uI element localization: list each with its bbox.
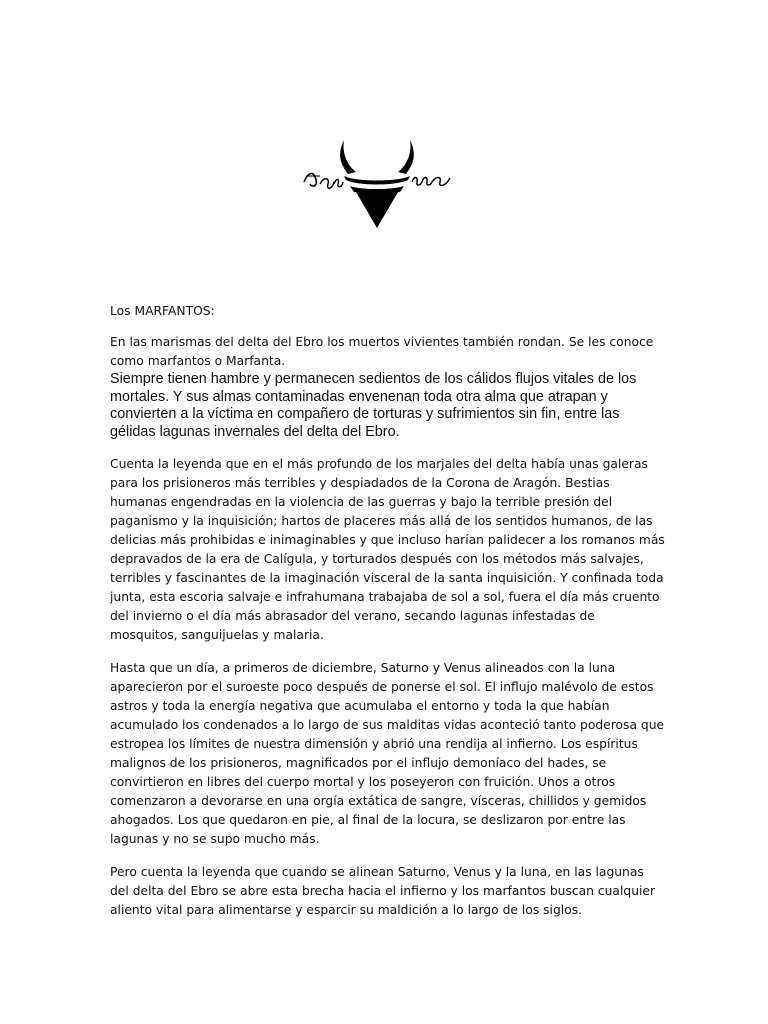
paragraph-alignment: Hasta que un día, a primeros de diciembre, Saturno y Venus alineados con la luna aparecieron por el suroeste poco después de ponerse el sol. El influjo malévolo de estos astros y toda la energía negativa que acumulaba el entorno y toda la que habían acumulado los condenados a lo largo de sus malditas vidas aconteció tanto poderosa que estropea los límites de nuestra dimensión y abrió una rendija al infierno. Los espíritus malignos de los prisioneros, magnificados por el influjo demoníaco del hades, se convirtieron en libres del cuerpo mortal y los poseyeron con fruición. Unos a otros comenzaron a devorarse en una orgía extática de sangre, vísceras, chillidos y gemidos ahogados. Los que quedaron en pie, al final de la locura, se deslizaron por entre las lagunas y no se supo mucho más. — [110, 660, 665, 846]
aguelarre-logo — [300, 136, 455, 232]
paragraph-legend: Cuenta la leyenda que en el más profundo de los marjales del delta había unas galeras para los prisioneros más terribles y despiadados de la Corona de Aragón. Bestias humanas engendradas en la violencia de las guerras y bajo la terrible presión del paganismo y la inquisición; hartos de placeres más allá de los sentidos humanos, de las delicias más prohibidas e inimaginables y que incluso harían palidecer a los romanos más depravados de la era de Calígula, y torturados después con los métodos más salvajes, terribles y fascinantes de la imaginación visceral de la santa inquisición. Y confinada toda junta, esta escoria salvaje e infrahumana trabajaba de sol a sol, fuera el día más cruento del invierno o el día más abrasador del verano, secando lagunas infestadas de mosquitos, sanguijuelas y malaria. — [110, 456, 665, 642]
document-heading: Los MARFANTOS: — [110, 304, 215, 318]
document-body — [110, 302, 666, 920]
paragraph-intro: En las marismas del delta del Ebro los muertos vivientes también rondan. Se les conoce como marfantos o Marfanta. — [110, 335, 654, 368]
paragraph-conclusion: Pero cuenta la leyenda que cuando se alinean Saturno, Venus y la luna, en las lagunas del delta del Ebro se abre esta brecha hacia el infierno y los marfantos buscan cualquier aliento vital para alimentarse y esparcir su maldición a lo largo de los siglos. — [110, 864, 656, 917]
goat-head-logo-icon — [300, 136, 455, 232]
paragraph-souls: Siempre tienen hambre y permanecen sedientos de los cálidos flujos vitales de los mortales. Y sus almas contaminadas envenenan toda otra alma que atrapan y convierten a la víctima en compañero de torturas y sufrimientos sin fin, entre las gélidas lagunas invernales del delta del Ebro. — [110, 371, 637, 441]
